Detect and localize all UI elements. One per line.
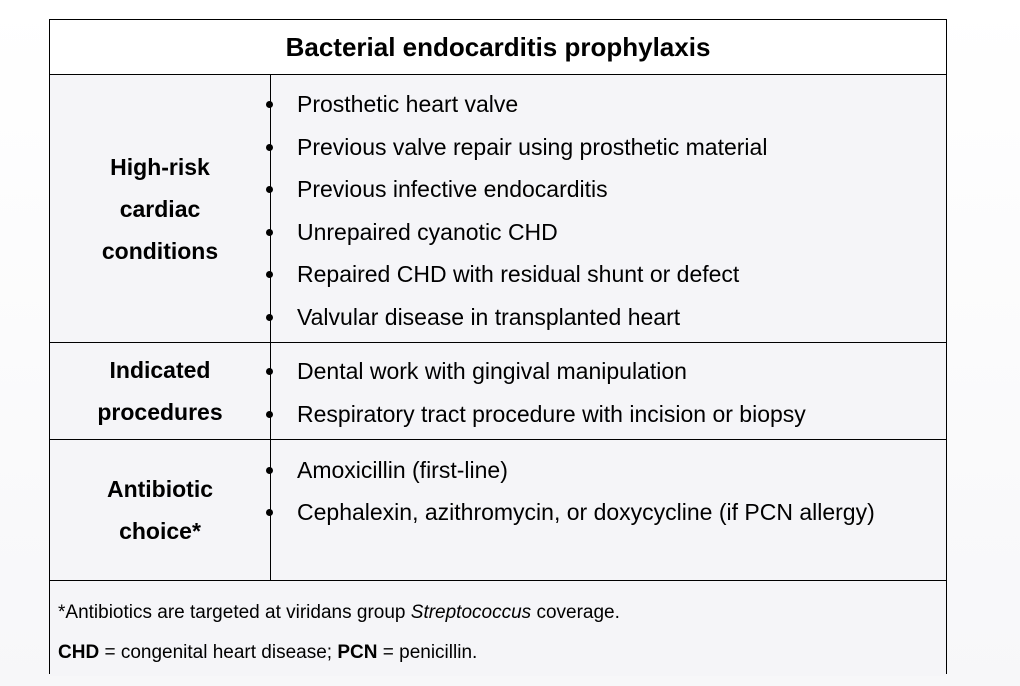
bullet-icon bbox=[266, 368, 273, 375]
abbreviation-term: CHD bbox=[58, 642, 100, 663]
list-item bbox=[297, 491, 946, 533]
section-items bbox=[271, 343, 946, 439]
bullet-icon bbox=[266, 186, 273, 193]
list-item-text: Previous valve repair using prosthetic material bbox=[297, 133, 768, 160]
abbreviation-term: PCN bbox=[337, 642, 378, 663]
footnote-line bbox=[58, 593, 946, 633]
bullet-list bbox=[297, 449, 946, 533]
list-item bbox=[297, 253, 946, 296]
footnote-organism: Streptococcus bbox=[410, 602, 532, 623]
prophylaxis-table bbox=[49, 19, 947, 674]
list-item bbox=[297, 168, 946, 211]
footnote-text: *Antibiotics are targeted at viridans group bbox=[58, 602, 411, 623]
section-items bbox=[271, 440, 946, 580]
bullet-icon bbox=[266, 144, 273, 151]
bullet-list bbox=[297, 350, 946, 435]
list-item-text: Previous infective endocarditis bbox=[297, 176, 608, 202]
section-high-risk-conditions bbox=[50, 75, 946, 343]
list-item-text: Respiratory tract procedure with incision or biopsy bbox=[297, 400, 806, 427]
section-indicated-procedures bbox=[50, 343, 946, 440]
abbreviation-definition: = penicillin. bbox=[377, 642, 478, 663]
section-label bbox=[50, 440, 271, 580]
list-item-text: Dental work with gingival manipulation bbox=[297, 358, 687, 384]
section-antibiotic-choice bbox=[50, 440, 946, 581]
list-item-text: Unrepaired cyanotic CHD bbox=[297, 218, 558, 245]
abbreviation-definition: = congenital heart disease; bbox=[99, 642, 338, 663]
bullet-icon bbox=[266, 229, 273, 236]
list-item bbox=[297, 393, 946, 436]
list-item bbox=[297, 350, 946, 393]
section-label-text: Indicated procedures bbox=[97, 357, 223, 425]
list-item bbox=[297, 211, 946, 254]
table-footnote bbox=[50, 581, 946, 676]
bullet-icon bbox=[266, 467, 273, 474]
bullet-icon bbox=[266, 411, 273, 418]
abbreviation-line bbox=[58, 633, 946, 673]
list-item bbox=[297, 449, 946, 491]
bullet-icon bbox=[266, 314, 273, 321]
list-item-text: Cephalexin, azithromycin, or doxycycline (if PCN allergy) bbox=[297, 499, 875, 525]
list-item bbox=[297, 126, 946, 169]
list-item-text: Prosthetic heart valve bbox=[297, 91, 519, 117]
bullet-icon bbox=[266, 509, 273, 516]
list-item-text: Repaired CHD with residual shunt or defect bbox=[297, 261, 740, 287]
section-items bbox=[271, 75, 946, 342]
bullet-list bbox=[297, 83, 946, 338]
section-label-text: Antibiotic choice* bbox=[106, 476, 214, 544]
list-item bbox=[297, 83, 946, 126]
table-title: Bacterial endocarditis prophylaxis bbox=[50, 20, 946, 75]
section-label bbox=[50, 343, 271, 439]
bullet-icon bbox=[266, 101, 273, 108]
footnote-text: coverage. bbox=[531, 602, 620, 623]
section-label-text: High-risk cardiac conditions bbox=[101, 153, 219, 264]
section-label bbox=[50, 75, 271, 342]
bullet-icon bbox=[266, 271, 273, 278]
list-item-text: Amoxicillin (first-line) bbox=[297, 457, 508, 483]
list-item-text: Valvular disease in transplanted heart bbox=[297, 303, 681, 330]
list-item bbox=[297, 296, 946, 339]
